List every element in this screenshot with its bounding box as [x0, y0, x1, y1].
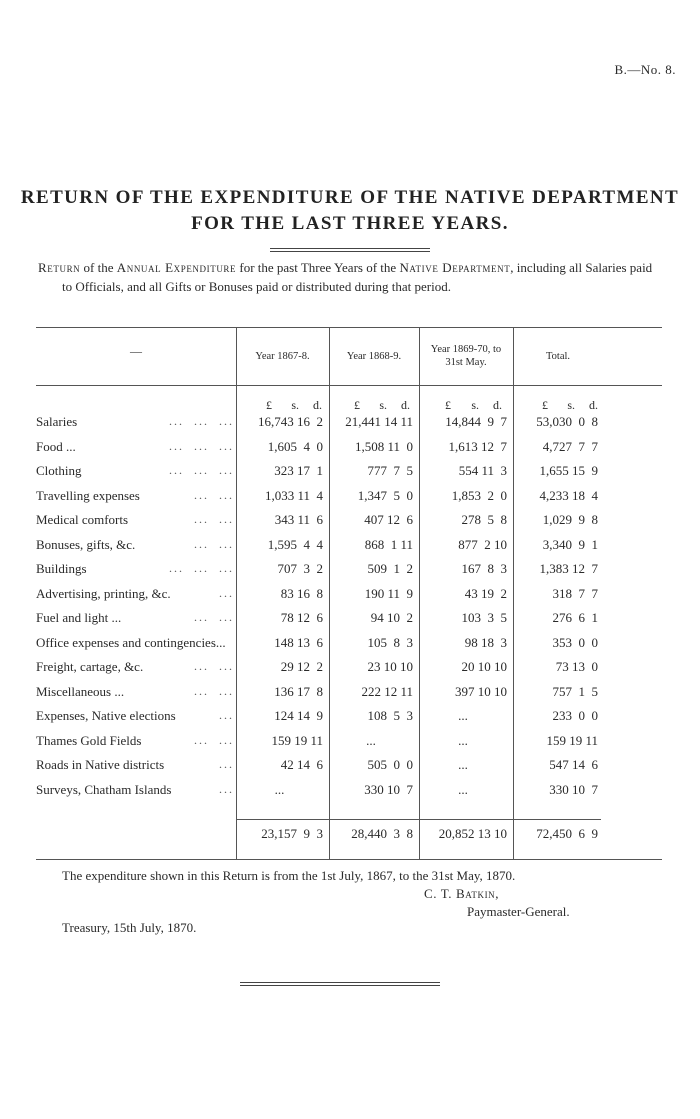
unit-shillings: s. — [471, 398, 479, 412]
row-cell-y1: 16,743 16 2 — [258, 414, 323, 429]
row-cell-y3: 877 2 10 — [458, 536, 507, 552]
row-cell-y3: ... — [458, 757, 468, 772]
row-label: Bonuses, gifts, &c. — [36, 536, 136, 552]
row-cell-total: 1,655 15 9 — [539, 463, 598, 478]
table-bottom-rule — [36, 859, 662, 860]
row-cell-y3: 278 5 8 — [461, 512, 507, 527]
row-cell-y3: ... — [458, 708, 468, 723]
table-row — [0, 782, 700, 806]
row-label: Office expenses and contingencies... — [36, 634, 226, 650]
row-cell-y1: 1,605 4 0 — [267, 438, 323, 454]
row-cell-y1: 1,595 4 4 — [267, 536, 323, 552]
row-cell-y2: 868 1 11 — [364, 536, 413, 552]
unit-pence: d. — [589, 398, 598, 412]
leader-dots: ... ... ... — [169, 463, 234, 477]
table-row — [0, 610, 700, 634]
row-cell-total: 757 1 5 — [552, 683, 598, 699]
leader-dots: ... — [219, 757, 234, 771]
unit-pound: £ — [354, 398, 360, 412]
unit-shillings: s. — [379, 398, 387, 412]
row-cell-y1: 159 19 11 — [271, 732, 323, 748]
row-label: Roads in Native districts — [36, 757, 165, 772]
row-label: Travelling expenses — [36, 487, 140, 503]
row-cell-y2: 1,347 5 0 — [357, 487, 413, 503]
row-label: Surveys, Chatham Islands — [36, 781, 172, 797]
row-cell-y1: 136 17 8 — [274, 683, 323, 699]
table-top-rule — [36, 327, 662, 328]
table-row — [0, 708, 700, 732]
row-cell-total: 1,029 9 8 — [542, 512, 598, 527]
row-cell-y2: 23 10 10 — [367, 659, 413, 674]
row-cell-y1: 707 3 2 — [277, 561, 323, 576]
row-cell-y1: 343 11 6 — [274, 512, 323, 527]
intro-paragraph — [38, 258, 660, 296]
document-reference: B.—No. 8. — [614, 62, 676, 77]
header-year-1869-line1: Year 1869-70, to — [430, 344, 502, 355]
row-cell-total: 233 0 0 — [552, 708, 598, 723]
row-cell-total: 73 13 0 — [555, 659, 598, 674]
place-and-date: Treasury, 15th July, 1870. — [62, 920, 197, 935]
leader-dots: ... ... — [194, 536, 234, 551]
header-item: — — [130, 344, 142, 358]
row-cell-y1: 42 14 6 — [280, 757, 323, 772]
row-cell-y1: 124 14 9 — [274, 708, 323, 723]
row-cell-total: 318 7 7 — [552, 585, 598, 601]
row-cell-y3: 43 19 2 — [464, 585, 507, 601]
unit-shillings: s. — [567, 398, 575, 412]
row-cell-total: 353 0 0 — [552, 634, 598, 650]
row-cell-y3: 554 11 3 — [458, 463, 507, 478]
row-cell-y3: 1,853 2 0 — [451, 487, 507, 503]
title-line-2: FOR THE LAST THREE YEARS. — [191, 213, 509, 234]
row-cell-y3: 103 3 5 — [461, 610, 507, 625]
row-cell-total: 3,340 9 1 — [542, 536, 598, 552]
signatory-name: C. T. Batkin, — [424, 886, 500, 901]
row-label: Expenses, Native elections — [36, 708, 176, 723]
totals-rule — [236, 819, 601, 820]
row-cell-y3: 20 10 10 — [461, 659, 507, 674]
total-year-1869: 20,852 13 10 — [438, 826, 507, 841]
table-row — [0, 757, 700, 781]
header-year-1869-line2: 31st May. — [445, 357, 487, 368]
row-cell-y3: 397 10 10 — [455, 683, 507, 699]
leader-dots: ... — [219, 585, 234, 600]
header-year-1869 — [419, 343, 513, 369]
table-row — [0, 537, 700, 561]
row-cell-y3: 98 18 3 — [464, 634, 507, 650]
row-label: Salaries — [36, 414, 78, 429]
row-cell-y3: 1,613 12 7 — [448, 438, 507, 454]
header-year-1868: Year 1868-9. — [346, 351, 402, 362]
title-divider — [270, 248, 430, 249]
row-label: Medical comforts — [36, 512, 129, 527]
table-row — [0, 488, 700, 512]
row-cell-y3: ... — [458, 732, 468, 748]
row-label: Thames Gold Fields — [36, 732, 142, 748]
row-cell-y3: 14,844 9 7 — [445, 414, 507, 429]
table-row — [0, 733, 700, 757]
totals-row — [0, 826, 700, 850]
row-cell-y2: 21,441 14 11 — [345, 414, 413, 429]
table-header-rule — [36, 385, 662, 386]
leader-dots: ... ... — [194, 659, 234, 673]
row-cell-total: 1,383 12 7 — [539, 561, 598, 576]
row-cell-y2: 509 1 2 — [367, 561, 413, 576]
unit-pound: £ — [542, 398, 548, 412]
leader-dots: ... ... ... — [169, 438, 234, 453]
row-cell-y2: 330 10 7 — [364, 781, 413, 797]
row-label: Buildings — [36, 561, 87, 576]
row-cell-y2: 505 0 0 — [367, 757, 413, 772]
row-cell-total: 4,233 18 4 — [539, 487, 598, 503]
row-cell-y1: ... — [274, 781, 285, 797]
total-year-1867: 23,157 9 3 — [261, 826, 323, 841]
table-row — [0, 684, 700, 708]
row-cell-y2: ... — [366, 732, 376, 748]
table-row — [0, 439, 700, 463]
row-cell-y3: 167 8 3 — [461, 561, 507, 576]
row-cell-y2: 94 10 2 — [370, 610, 413, 625]
row-cell-total: 547 14 6 — [549, 757, 598, 772]
table-row — [0, 635, 700, 659]
table-row — [0, 512, 700, 536]
intro-word-annual-expenditure: Annual Expenditure — [116, 260, 237, 275]
leader-dots: ... ... — [194, 487, 234, 502]
title-divider-second — [270, 251, 430, 252]
row-cell-total: 330 10 7 — [549, 781, 598, 797]
row-cell-total: 276 6 1 — [552, 610, 598, 625]
header-total: Total. — [545, 351, 571, 362]
row-cell-y2: 108 5 3 — [367, 708, 413, 723]
row-cell-y1: 83 16 8 — [280, 585, 323, 601]
leader-dots: ... ... — [194, 683, 234, 698]
intro-text-2: for the past Three Years of the — [236, 260, 400, 275]
unit-pound: £ — [445, 398, 451, 412]
leader-dots: ... ... ... — [169, 561, 234, 575]
row-cell-total: 4,727 7 7 — [542, 438, 598, 454]
leader-dots: ... ... — [194, 512, 234, 526]
row-label: Advertising, printing, &c. — [36, 585, 171, 601]
header-year-1867: Year 1867-8. — [255, 351, 310, 362]
row-label: Clothing — [36, 463, 82, 478]
title-line-1: RETURN OF THE EXPENDITURE OF THE NATIVE DEPARTMENT — [20, 187, 680, 208]
leader-dots: ... — [219, 708, 234, 722]
row-cell-y1: 1,033 11 4 — [264, 487, 323, 503]
row-label: Miscellaneous ... — [36, 683, 125, 699]
row-cell-y3: ... — [458, 781, 468, 797]
table-row — [0, 659, 700, 683]
row-cell-total: 159 19 11 — [546, 732, 598, 748]
table-row — [0, 414, 700, 438]
row-label: Food ... — [36, 438, 76, 454]
row-cell-y2: 222 12 11 — [361, 683, 413, 699]
total-year-1868: 28,440 3 8 — [351, 826, 413, 841]
row-cell-y2: 105 8 3 — [367, 634, 413, 650]
signatory-position: Paymaster-General. — [467, 904, 570, 919]
row-label: Fuel and light ... — [36, 610, 122, 625]
footer-note: The expenditure shown in this Return is from the 1st July, 1867, to the 31st May, 1870. — [62, 868, 516, 883]
row-cell-total: 53,030 0 8 — [536, 414, 598, 429]
intro-word-return: Return — [38, 260, 81, 275]
table-row — [0, 586, 700, 610]
unit-pence: d. — [493, 398, 502, 412]
unit-pound: £ — [266, 398, 272, 412]
intro-text-1: of the — [80, 260, 117, 275]
leader-dots: ... ... ... — [169, 414, 234, 428]
row-cell-y2: 777 7 5 — [367, 463, 413, 478]
row-cell-y1: 148 13 6 — [274, 634, 323, 650]
unit-pence: d. — [401, 398, 410, 412]
intro-text-3: , including all Salaries paid to Officials, and all Gifts or Bonuses paid or distributed during that period. — [62, 260, 653, 294]
leader-dots: ... ... — [194, 610, 234, 624]
grand-total: 72,450 6 9 — [536, 826, 598, 841]
row-cell-y1: 323 17 1 — [274, 463, 323, 478]
leader-dots: ... — [219, 781, 234, 796]
unit-shillings: s. — [291, 398, 299, 412]
intro-word-native-department: Native Department — [399, 260, 511, 275]
row-cell-y2: 190 11 9 — [364, 585, 413, 601]
unit-pence: d. — [313, 398, 322, 412]
row-cell-y1: 29 12 2 — [280, 659, 323, 674]
table-row — [0, 561, 700, 585]
closing-divider-second — [240, 985, 440, 986]
row-cell-y2: 407 12 6 — [364, 512, 413, 527]
row-cell-y2: 1,508 11 0 — [354, 438, 413, 454]
table-row — [0, 463, 700, 487]
row-cell-y1: 78 12 6 — [280, 610, 323, 625]
leader-dots: ... ... — [194, 732, 234, 747]
closing-divider — [240, 982, 440, 983]
row-label: Freight, cartage, &c. — [36, 659, 144, 674]
